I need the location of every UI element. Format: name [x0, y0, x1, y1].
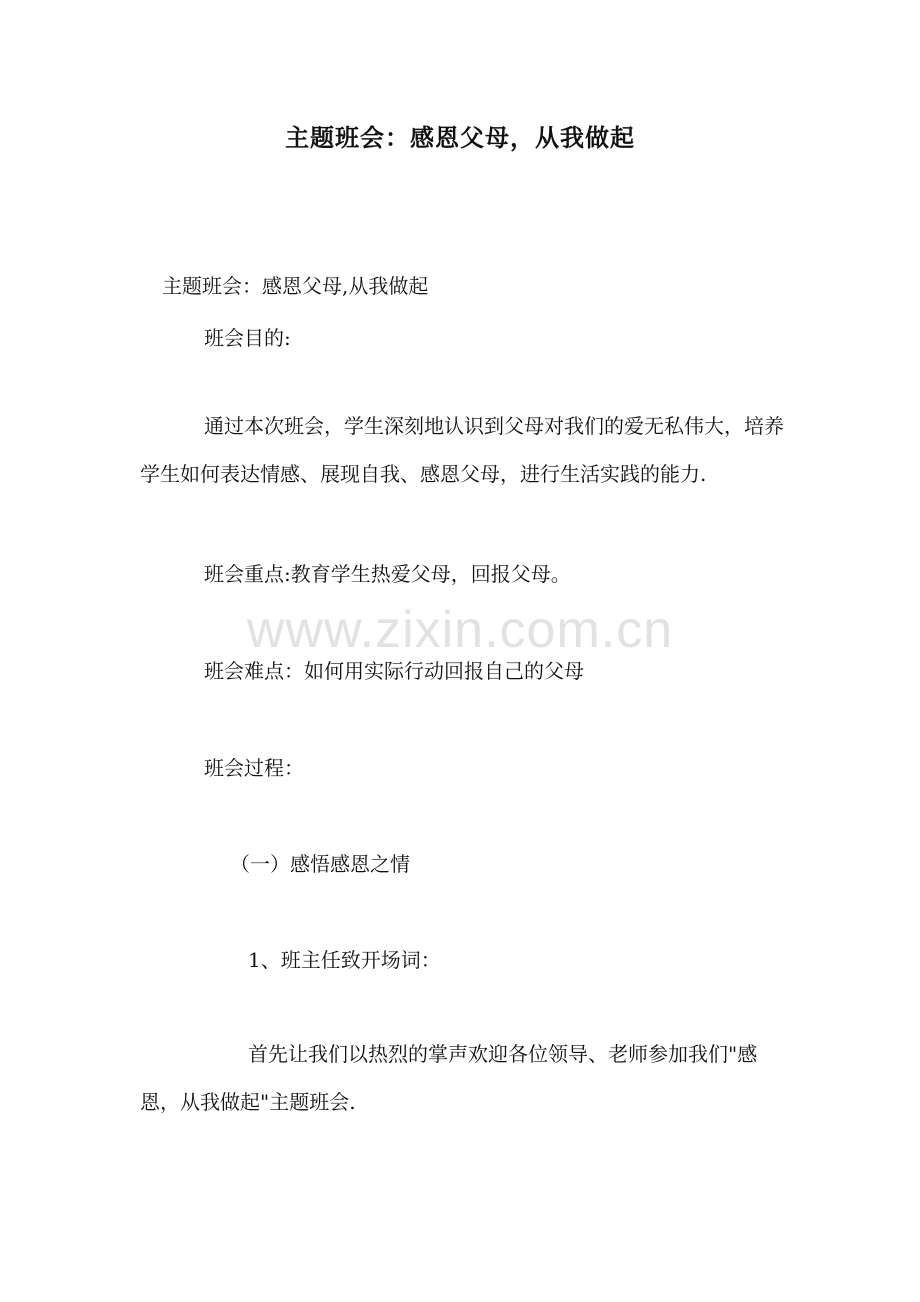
difficulty-line: 班会难点：如何用实际行动回报自己的父母 [204, 659, 584, 683]
step-heading: 1、班主任致开场词： [248, 948, 441, 972]
section-heading: （一）感悟感恩之情 [230, 852, 410, 876]
subtitle-line: 主题班会：感恩父母,从我做起 [162, 274, 429, 298]
key-point-line: 班会重点:教育学生热爱父母，回报父母。 [204, 562, 571, 586]
process-heading: 班会过程： [204, 756, 304, 780]
goal-heading: 班会目的: [204, 326, 291, 350]
opening-paragraph: 首先让我们以热烈的掌声欢迎各位领导、老师参加我们"感恩，从我做起"主题班会. [140, 1042, 758, 1114]
document-title: 主题班会：感恩父母，从我做起 [285, 123, 635, 152]
goal-paragraph: 通过本次班会，学生深刻地认识到父母对我们的爱无私伟大，培养学生如何表达情感、展现自我、感恩父母，进行生活实践的能力. [140, 414, 784, 486]
watermark-text: www.zixin.com.cn [246, 601, 674, 659]
